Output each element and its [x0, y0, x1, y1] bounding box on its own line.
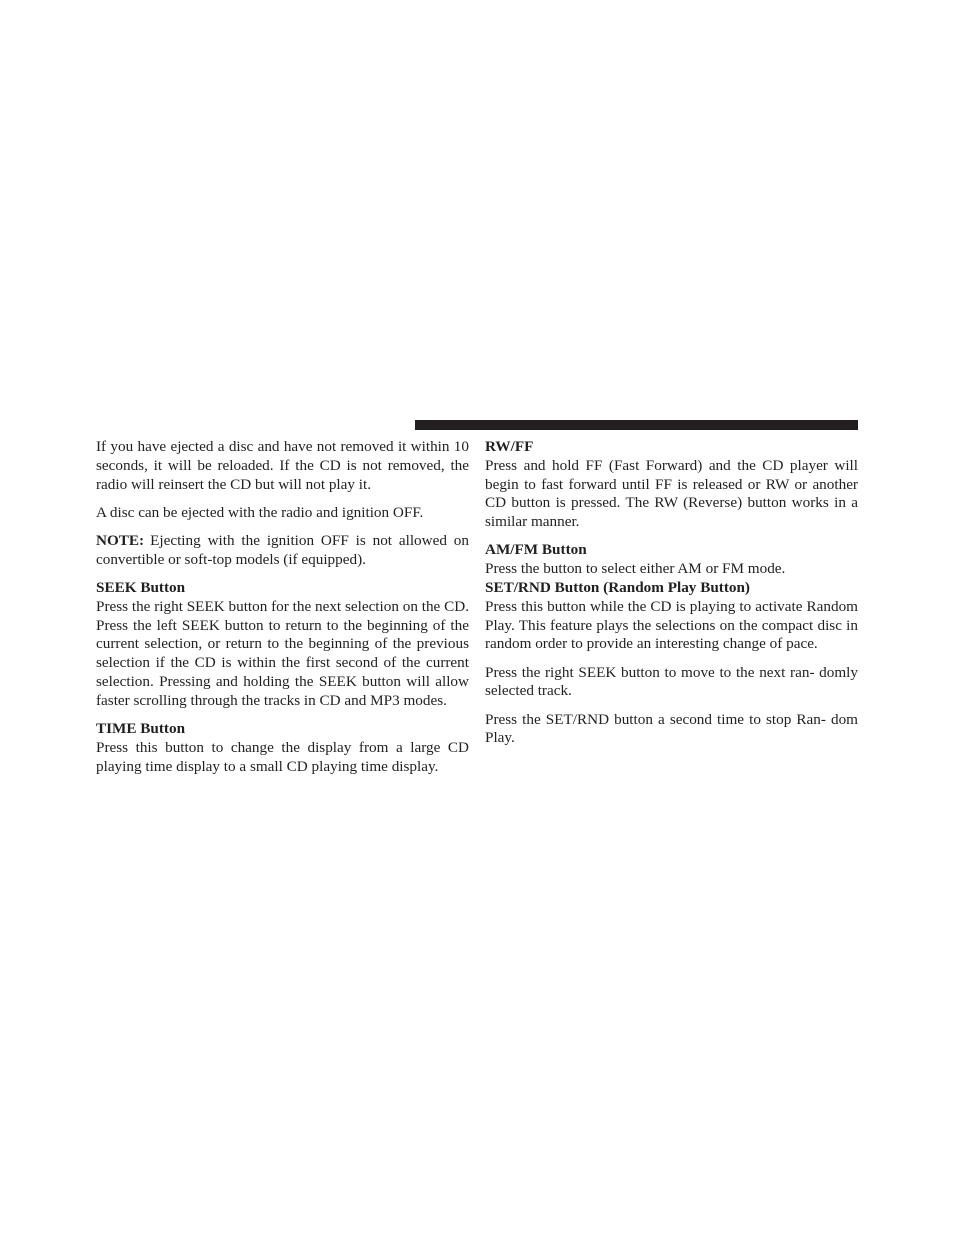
seek-heading: SEEK Button — [96, 578, 186, 596]
seek-paragraph: Press the right SEEK button for the next selection on the CD. Press the left SEEK button to return to the beginning of the current selection, or return to the beginning of the previous selection if the CD is within the first second of the current selection. Pressing and holding the SEEK button will allow faster scrolling through the tracks in CD and MP3 modes. — [96, 597, 469, 709]
time-heading: TIME Button — [96, 719, 186, 737]
rwff-heading: RW/FF — [485, 438, 534, 455]
time-paragraph: Press this button to change the display from a large CD playing time display to a small CD playing time display. — [96, 738, 469, 775]
right-column — [485, 438, 858, 748]
note-paragraph — [96, 532, 469, 570]
seek-random-paragraph: Press the right SEEK button to move to the next ran- domly selected track. — [485, 663, 858, 700]
left-column — [96, 438, 469, 776]
amfm-paragraph: Press the button to select either AM or FM mode. — [485, 560, 786, 578]
eject-off-paragraph: A disc can be ejected with the radio and ignition OFF. — [96, 503, 424, 521]
setrnd-heading: SET/RND Button (Random Play Button) — [485, 578, 750, 596]
section-header-bar — [415, 420, 858, 430]
setrnd-paragraph: Press this button while the CD is playing to activate Random Play. This feature plays the selections on the compact disc in random order to provide an interesting change of pace. — [485, 597, 858, 653]
rwff-paragraph: Press and hold FF (Fast Forward) and the CD player will begin to fast forward until FF is released or RW or another CD button is pressed. The RW (Reverse) button works in a similar manner. — [485, 456, 858, 531]
note-text: Ejecting with the ignition OFF is not allowed on convertible or soft-top models (if equipped). — [96, 531, 469, 568]
reload-paragraph: If you have ejected a disc and have not removed it within 10 seconds, it will be reloaded. If the CD is not removed, the radio will reinsert the CD but will not play it. — [96, 438, 469, 493]
amfm-heading: AM/FM Button — [485, 541, 587, 559]
note-label: NOTE: — [96, 531, 145, 549]
stop-random-paragraph: Press the SET/RND button a second time to stop Ran- dom Play. — [485, 710, 858, 747]
